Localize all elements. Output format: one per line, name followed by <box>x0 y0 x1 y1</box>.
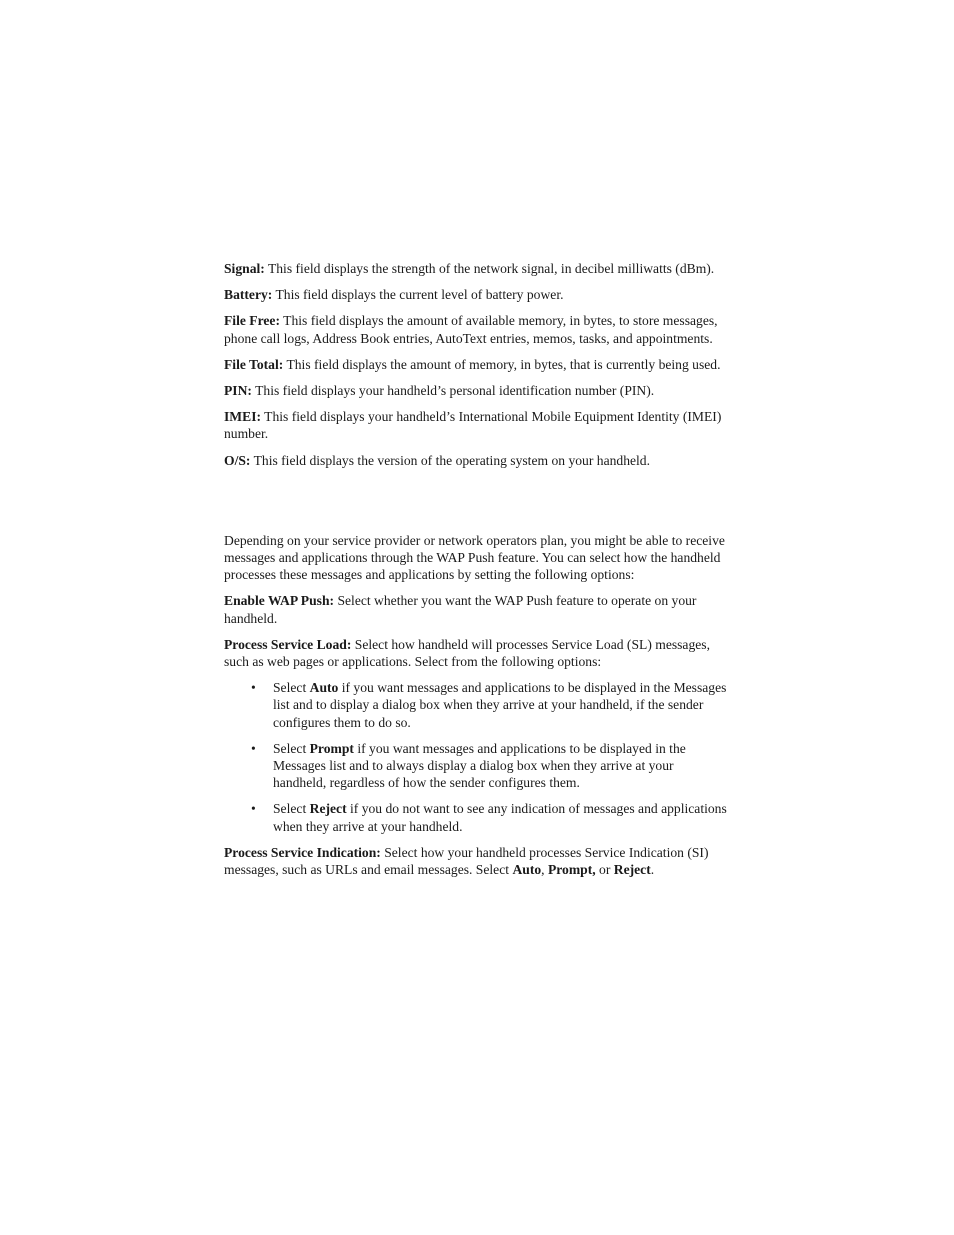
bullet-icon: • <box>251 801 256 817</box>
field-imei <box>224 408 730 442</box>
separator: or <box>595 862 614 878</box>
field-pin <box>224 382 730 399</box>
desc-process-service-indication: Select how your handheld processes Service Indication (SI) messages, such as URLs and email messages. Select <box>224 844 709 878</box>
service-load-options-list <box>224 679 730 835</box>
list-item-text: Select <box>273 740 310 756</box>
term-file-free: File Free: <box>224 313 280 329</box>
desc-signal: This field displays the strength of the network signal, in decibel milliwatts (dBm). <box>264 261 715 276</box>
desc-os: This field displays the version of the operating system on your handheld. <box>250 452 650 468</box>
desc-battery: This field displays the current level of battery power. <box>272 287 564 303</box>
term-os: O/S: <box>224 452 251 468</box>
list-item-text: if you do not want to see any indication of messages and applications when they arrive at your handheld. <box>273 801 727 834</box>
desc-process-service-load: Select how handheld will processes Service Load (SL) messages, such as web pages or applications. Select from the following options: <box>224 636 710 670</box>
term-process-service-indication: Process Service Indication: <box>224 844 381 860</box>
option-process-service-load <box>224 636 730 670</box>
desc-pin: This field displays your handheld’s personal identification number (PIN). <box>251 383 655 399</box>
option-enable-wap-push <box>224 592 730 626</box>
term-signal: Signal: <box>224 261 265 276</box>
bullet-icon: • <box>251 680 256 696</box>
bullet-icon: • <box>251 740 256 756</box>
wap-intro: Depending on your service provider or network operators plan, you might be able to receive messages and applications through the WAP Push feature. You can select how the handheld processes these messages and applications by setting the following options: <box>224 532 725 583</box>
list-item-prompt <box>224 740 730 792</box>
field-os <box>224 452 730 469</box>
desc-file-total: This field displays the amount of memory, in bytes, that is currently being used. <box>283 356 721 372</box>
term-enable-wap-push: Enable WAP Push: <box>224 593 335 609</box>
term-si-auto: Auto <box>512 862 542 878</box>
term-si-reject: Reject <box>613 862 651 878</box>
section-gap <box>224 478 730 532</box>
option-process-service-indication <box>224 844 730 878</box>
desc-imei: This field displays your handheld’s International Mobile Equipment Identity (IMEI) number. <box>224 409 722 442</box>
list-item-text: Select <box>273 680 310 696</box>
term-pin: PIN: <box>224 383 252 399</box>
status-fields-section <box>224 260 730 469</box>
term-process-service-load: Process Service Load: <box>224 636 352 652</box>
list-item-text: if you want messages and applications to be displayed in the Messages list and to display a dialog box when they arrive at your handheld, if the sender configures them to do so. <box>273 680 727 730</box>
field-file-total <box>224 356 730 373</box>
list-item-auto <box>224 679 730 731</box>
term-imei: IMEI: <box>224 409 262 425</box>
wap-push-section <box>224 532 730 878</box>
field-file-free <box>224 312 730 346</box>
field-battery <box>224 286 730 303</box>
desc-file-free: This field displays the amount of available memory, in bytes, to store messages, phone call logs, Address Book entries, AutoText entries, memos, tasks, and appointments. <box>224 313 718 346</box>
list-item-text: if you want messages and applications to be displayed in the Messages list and to always display a dialog box when they arrive at your handheld, regardless of how the sender configures them. <box>273 740 686 791</box>
term-file-total: File Total: <box>224 356 284 372</box>
document-page <box>224 260 730 887</box>
field-signal <box>224 260 730 277</box>
list-item-reject <box>224 800 730 834</box>
separator: , <box>541 862 548 878</box>
term-reject: Reject <box>309 801 347 817</box>
sentence-end: . <box>650 862 655 878</box>
term-battery: Battery: <box>224 287 273 303</box>
term-si-prompt: Prompt, <box>547 862 596 878</box>
desc-enable-wap-push: Select whether you want the WAP Push feature to operate on your handheld. <box>224 593 697 626</box>
list-item-text: Select <box>273 801 310 817</box>
term-auto: Auto <box>309 680 339 696</box>
term-prompt: Prompt <box>309 740 354 756</box>
